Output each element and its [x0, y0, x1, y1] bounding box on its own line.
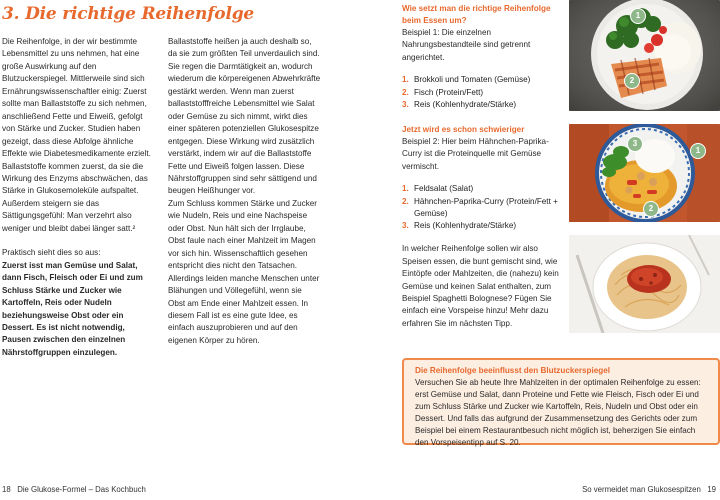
badge-1: 1 — [690, 143, 706, 159]
column-2 — [168, 36, 321, 347]
spaghetti-photo — [569, 235, 720, 333]
curry-photo — [569, 124, 720, 222]
column-1 — [2, 36, 155, 359]
footer-left — [2, 485, 146, 494]
bowl-photo — [569, 0, 720, 111]
footer-right — [582, 485, 716, 494]
badge-1: 1 — [630, 8, 646, 24]
badge-2: 2 — [643, 201, 659, 217]
question-2-text: Beispiel 2: Hier beim Hähnchen-Paprika-Curry ist die Proteinquelle mit Gemüse vermischt. — [402, 136, 549, 171]
list-item: 2. Fisch (Protein/Fett) — [402, 87, 484, 97]
spaghetti-bolognese-icon — [569, 235, 720, 333]
list-1 — [402, 74, 559, 111]
right-text-column — [402, 3, 559, 330]
badge-3: 3 — [627, 136, 643, 152]
tip-box-text: Versuchen Sie ab heute Ihre Mahlzeiten in der optimalen Reihenfolge zu essen: erst Gemüse und Salat, dann Proteine und Fette wie Fleisch, Fisch oder Ei und zum Schluss Stärke und Zucker wie Kartoffeln, Reis, Nudeln und Obst oder ein Dessert. Und falls das aufgrund der Zusammensetzung des Gerichts oder zum Beispiel bei einem Restaurantbesuch nicht möglich ist, beherzigen Sie einfach den Vorspeisentipp auf S. 20. — [415, 378, 701, 448]
col1-paragraph-2: Praktisch sieht dies so aus: — [2, 248, 101, 258]
list-item: 1. Brokkoli und Tomaten (Gemüse) — [402, 75, 531, 85]
footer-title-right: So vermeidet man Glukosespitzen — [582, 485, 701, 494]
col1-paragraph-1: Die Reihenfolge, in der wir bestimmte Lebensmittel zu uns nehmen, hat eine große Auswirkung auf den Blutzuckerspiegel. Mittlerweile sind sich Ernährungswissenschaftler einig: Zuerst sollte man Ballaststoffe zu sich nehmen, anschließend Fette und Eiweiß, gefolgt von Stärke und Zucker. Studien haben gezeigt, dass diese Abfolge ähnliche Effekte wie Diabetesmedikamente erzielt. Ballaststoffe kommen zuerst, da sie die Wirkung des Enzyms abschwächen, das Stärke in Glukosemoleküle aufspaltet. Außerdem steigern sie das Sättigungsgefühl: Man verzehrt also weniger und bleibt dabei länger satt.² — [2, 37, 151, 233]
col2-paragraph-2: Zum Schluss kommen Stärke und Zucker wie Nudeln, Reis und eine Nachspeise oder Obst. Nun hält sich der Irrglaube, Obst faule nach einer Mahlzeit im Magen vor sich hin. Wissenschaftlich gesehen entspricht dies nicht den Tatsachen. Allerdings leiden manche Menschen unter Blähungen und Völlegefühl, wenn sie Obst am Ende einer Mahlzeit essen. In diesem Fall ist es eine gute Idee, es einfach auszuprobieren und auf den eigenen Körper zu hören. — [168, 198, 320, 345]
question-1-text: Beispiel 1: Die einzelnen Nahrungsbestandteile sind getrennt angerichtet. — [402, 28, 531, 62]
list-item: 3. Reis (Kohlenhydrate/Stärke) — [402, 220, 517, 230]
footer-title-left: Die Glukose-Formel – Das Kochbuch — [17, 485, 146, 494]
col1-paragraph-3: Zuerst isst man Gemüse und Salat, dann Fisch, Fleisch oder Ei und zum Schluss Stärke und Zucker wie Kartoffeln, Reis oder Nudeln beziehungsweise Obst oder ein Dessert. Es ist nicht notwendig, Pausen zwischen den einzelnen Nährstoffgruppen einzulegen. — [2, 260, 143, 357]
paragraph-3: In welcher Reihenfolge sollen wir also Speisen essen, die bunt gemischt sind, wie Eintöpfe oder Mahlzeiten, die (nahezu) kein Gemüse und keinen Salat enthalten, zum Beispiel Spaghetti Bolognese? Fügen Sie einfach eine Vorspeise hinzu! Mehr dazu erfahren Sie im nächsten Tipp. — [402, 244, 559, 328]
tip-box — [402, 358, 720, 448]
page-title: 3. Die richtige Reihenfolge — [2, 4, 255, 24]
question-1-heading: Wie setzt man die richtige Reihenfolge beim Essen um? — [402, 4, 551, 25]
list-item: 2. Hähnchen-Paprika-Curry (Protein/Fett + Gemüse) — [402, 196, 558, 218]
page-number-left: 18 — [2, 485, 11, 494]
badge-2: 2 — [624, 73, 640, 89]
tip-box-title: Die Reihenfolge beeinflusst den Blutzuckerspiegel — [415, 366, 611, 375]
list-item: 3. Reis (Kohlenhydrate/Stärke) — [402, 99, 517, 109]
col2-paragraph-1: Ballaststoffe heißen ja auch deshalb so, da sie zum größten Teil unverdaulich sind. Sie regen die Darmtätigkeit an, wodurch wiederum die körpereigenen Abwehrkräfte gestärkt werden. Wenn man zuerst ballaststofffreiche Lebensmittel wie Salat oder Gemüse zu sich nimmt, wirkt dies einer späteren potenziellen Glukosespitze entgegen. Diese Wirkung wird zusätzlich verstärkt, indem wir auf die Ballaststoffe Fette und Eiweiß folgen lassen. Diese Nährstoffgruppen sind sehr sättigend und beugen Heißhunger vor. — [168, 37, 321, 196]
list-item: 1. Feldsalat (Salat) — [402, 184, 474, 194]
page-number-right: 19 — [707, 485, 716, 494]
list-2 — [402, 183, 559, 232]
question-2-heading: Jetzt wird es schon schwieriger — [402, 124, 525, 134]
